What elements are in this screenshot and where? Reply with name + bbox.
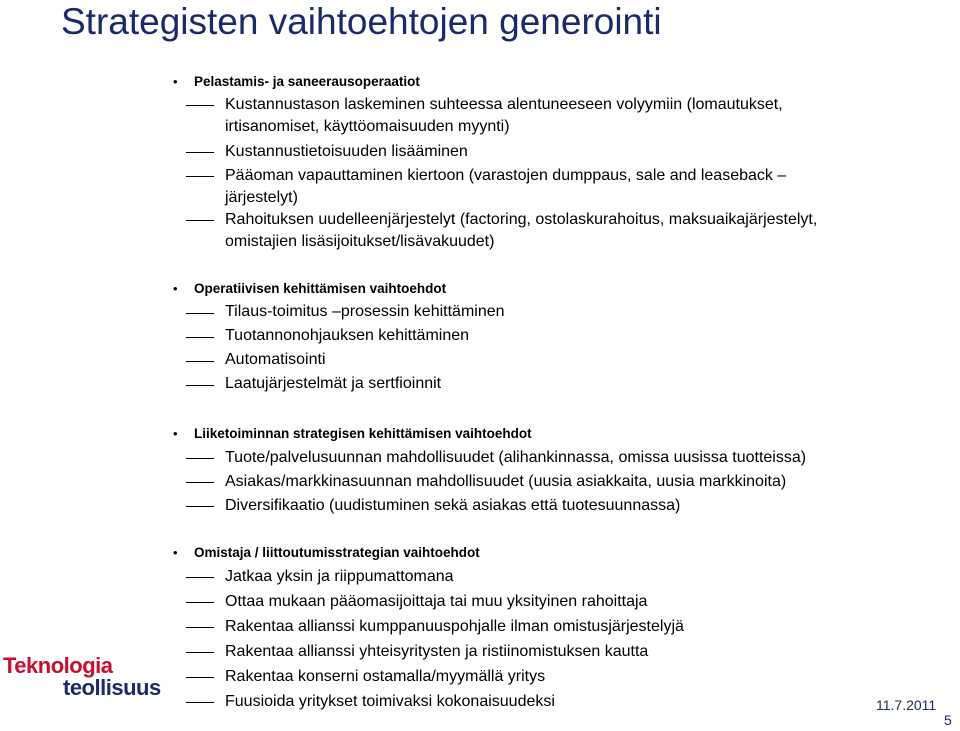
list-item: Rakentaa konserni ostamalla/myymällä yritys	[225, 668, 546, 685]
dash-icon	[186, 482, 214, 483]
list-item: Pääoman vapauttaminen kiertoon (varastojen dumppaus, sale and leaseback –	[225, 167, 787, 184]
bullet-icon: •	[173, 74, 178, 89]
list-item: Ottaa mukaan pääomasijoittaja tai muu yksityinen rahoittaja	[225, 593, 648, 610]
logo-line1: Teknologia	[3, 653, 113, 678]
dash-icon	[186, 337, 214, 338]
dash-icon	[186, 677, 214, 678]
bullet-icon: •	[173, 426, 178, 441]
list-item: Rahoituksen uudelleenjärjestelyt (factoring, ostolaskurahoitus, maksuaikajärjestelyt,	[225, 211, 818, 228]
list-item: Laatujärjestelmät ja sertfioinnit	[225, 375, 442, 392]
list-item: Kustannustietoisuuden lisääminen	[225, 143, 468, 160]
list-item: Asiakas/markkinasuunnan mahdollisuudet (uusia asiakkaita, uusia markkinoita)	[225, 473, 787, 490]
dash-icon	[186, 220, 214, 221]
section-heading: Operatiivisen kehittämisen vaihtoehdot	[194, 281, 447, 296]
list-item: Rakentaa allianssi kumppanuuspohjalle ilman omistusjärjestelyjä	[225, 618, 684, 635]
list-item: Diversifikaatio (uudistuminen sekä asiakas että tuotesuunnassa)	[225, 497, 681, 514]
dash-icon	[186, 506, 214, 507]
list-item: Tuotannonohjauksen kehittäminen	[225, 327, 470, 344]
list-item-continuation: irtisanomiset, käyttöomaisuuden myynti)	[225, 118, 510, 135]
bullet-icon: •	[173, 281, 178, 296]
list-item: Fuusioida yritykset toimivaksi kokonaisuudeksi	[225, 693, 555, 710]
dash-icon	[186, 602, 214, 603]
dash-icon	[186, 385, 214, 386]
dash-icon	[186, 627, 214, 628]
list-item: Automatisointi	[225, 351, 326, 368]
dash-icon	[186, 702, 214, 703]
list-item: Jatkaa yksin ja riippumattomana	[225, 568, 454, 585]
dash-icon	[186, 458, 214, 459]
dash-icon	[186, 152, 214, 153]
dash-icon	[186, 176, 214, 177]
list-item: Rakentaa allianssi yhteisyritysten ja ristiinomistuksen kautta	[225, 643, 649, 660]
dash-icon	[186, 105, 214, 106]
page-number: 5	[944, 712, 952, 728]
dash-icon	[186, 652, 214, 653]
section-heading: Pelastamis- ja saneerausoperaatiot	[194, 74, 420, 89]
slide-title: Strategisten vaihtoehtojen generointi	[61, 1, 662, 42]
dash-icon	[186, 361, 214, 362]
bullet-icon: •	[173, 545, 178, 560]
section-heading: Liiketoiminnan strategisen kehittämisen vaihtoehdot	[194, 426, 532, 441]
logo-line2: teollisuus	[63, 675, 161, 700]
dash-icon	[186, 577, 214, 578]
dash-icon	[186, 313, 214, 314]
list-item: Kustannustason laskeminen suhteessa alentuneeseen volyymiin (lomautukset,	[225, 96, 783, 113]
teknologiateollisuus-logo	[3, 655, 161, 699]
slide-date: 11.7.2011	[876, 697, 937, 713]
section-heading: Omistaja / liittoutumisstrategian vaihtoehdot	[194, 545, 480, 560]
list-item-continuation: järjestelyt)	[225, 189, 298, 206]
list-item: Tuote/palvelusuunnan mahdollisuudet (alihankinnassa, omissa uusissa tuotteissa)	[225, 449, 807, 466]
list-item: Tilaus-toimitus –prosessin kehittäminen	[225, 303, 505, 320]
list-item-continuation: omistajien lisäsijoitukset/lisävakuudet)	[225, 233, 495, 250]
